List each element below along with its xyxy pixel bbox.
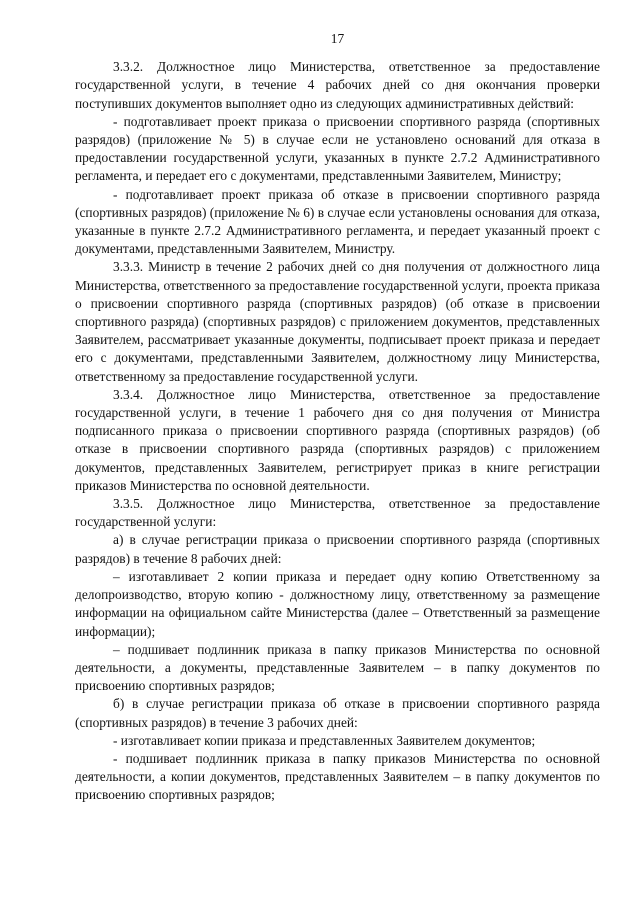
paragraph-item-a: а) в случае регистрации приказа о присвоении спортивного разряда (спортивных разрядов) в течение 8 рабочих дней:	[75, 532, 600, 566]
paragraph-3-3-3: 3.3.3. Министр в течение 2 рабочих дней со дня получения от должностного лица Министерства, ответственного за предоставление государственной услуги, проекта приказа о присвоении спортивного разряда (спортивных разрядов) (об отказе в присвоении спортивного разряда) (спортивных разрядов) с приложением документов, представленных Заявителем, рассматривает указанные документы, подписывает проект приказа и передает его с документами, представленными Заявителем, должностному лицу Министерства, ответственному за предоставление государственной услуги.	[75, 259, 600, 384]
paragraph-item-a-file: – подшивает подлинник приказа в папку приказов Министерства по основной деятельности, а документы, представленные Заявителем – в папку документов по присвоению спортивных разрядов;	[75, 641, 600, 694]
paragraph-3-3-2: 3.3.2. Должностное лицо Министерства, ответственное за предоставление государственной услуги, в течение 4 рабочих дней со дня окончания проверки поступивших документов выполняет одно из следующих административных действий:	[75, 59, 600, 111]
page-number: 17	[330, 31, 345, 46]
paragraph-item-a-copies: – изготавливает 2 копии приказа и передает одну копию Ответственному за делопроизводство, вторую копию - должностному лицу, ответственному за размещение информации на официальном сайте Министерства (далее – Ответственный за размещение информации);	[75, 568, 600, 639]
paragraph-3-3-5: 3.3.5. Должностное лицо Министерства, ответственное за предоставление государственной услуги:	[75, 496, 600, 530]
paragraph-item-b: б) в случае регистрации приказа об отказе в присвоении спортивного разряда (спортивных разрядов) в течение 3 рабочих дней:	[75, 696, 600, 730]
paragraph-item-prepare-award: - подготавливает проект приказа о присвоении спортивного разряда (спортивных разрядов) (приложение № 5) в случае если не установлено оснований для отказа в предоставлении государственной услуги, указанных в пункте 2.7.2 Административного регламента, и передает его с документами, представленными Заявителем, Министру;	[75, 113, 600, 184]
paragraph-item-b-copies: - изготавливает копии приказа и представленных Заявителем документов;	[113, 732, 536, 748]
paragraph-item-b-file: - подшивает подлинник приказа в папку приказов Министерства по основной деятельности, а копии документов, представленных Заявителем – в папку документов по присвоению спортивных разрядов;	[75, 750, 600, 803]
paragraph-3-3-4: 3.3.4. Должностное лицо Министерства, ответственное за предоставление государственной услуги, в течение 1 рабочего дня со дня получения от Министра подписанного приказа о присвоении спортивного разряда (спортивных разрядов) (об отказе в присвоении спортивного разряда (спортивных разрядов) с приложением документов, представленных Заявителем, регистрирует приказ в книге регистрации приказов Министерства по основной деятельности.	[75, 386, 600, 493]
paragraph-item-prepare-refusal: - подготавливает проект приказа об отказе в присвоении спортивного разряда (спортивных разрядов) (приложение № 6) в случае если установлены основания для отказа, указанные в пункте 2.7.2 Административного регламента, и передает указанный проект с документами, представленными Заявителем, Министру.	[75, 186, 600, 257]
